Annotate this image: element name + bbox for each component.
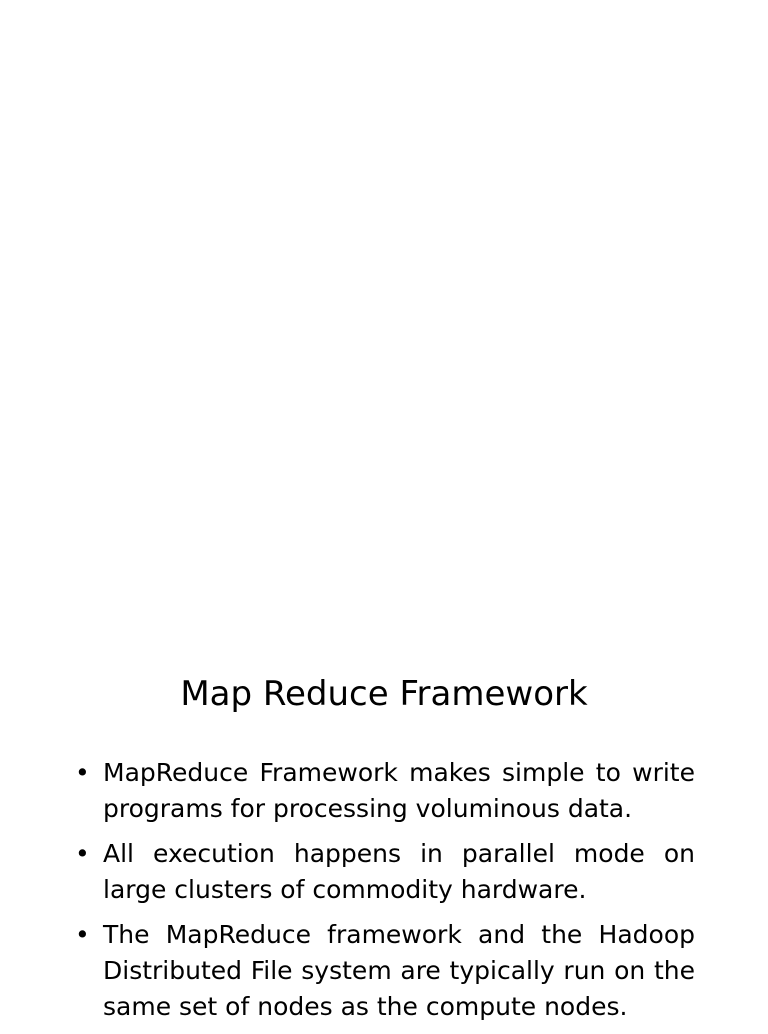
bullet-list	[75, 755, 695, 1034]
bullet-item	[75, 836, 695, 908]
bullet-item	[75, 755, 695, 827]
bullet-text: MapReduce Framework makes simple to write programs for processing voluminous data.	[103, 758, 695, 823]
slide-title: Map Reduce Framework	[180, 674, 588, 714]
bullet-text: All execution happens in parallel mode on large clusters of commodity hardware.	[103, 839, 695, 904]
bullet-item	[75, 917, 695, 1025]
bullet-dot-icon: •	[75, 758, 90, 787]
bullet-dot-icon: •	[75, 920, 90, 949]
bullet-text: The MapReduce framework and the Hadoop Distributed File system are typically run on the same set of nodes as the compute nodes.	[103, 920, 695, 1021]
bullet-dot-icon: •	[75, 839, 90, 868]
